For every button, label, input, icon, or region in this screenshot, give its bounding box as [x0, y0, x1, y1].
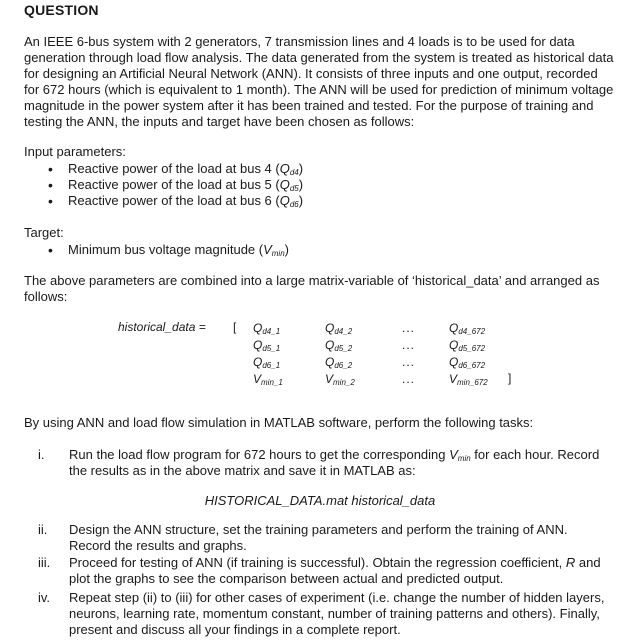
- matrix-cell: $V_{min\_2}$: [325, 372, 355, 387]
- task-text: Proceed for testing of ANN (if training is successful). Obtain the regression coefficient, R and plot the graphs to see the comparison between actual and predicted output.: [69, 555, 601, 586]
- historical-data-matrix: [0, 318, 640, 388]
- target-label: Target:: [24, 225, 64, 240]
- matrix-open-bracket: [: [233, 320, 237, 334]
- matrix-cell: $Q_{d5\_1}$: [253, 338, 281, 353]
- task-text: Repeat step (ii) to (iii) for other cases of experiment (i.e. change the number of hidden layers, neurons, learning rate, momentum constant, number of training patterns and others). Finally, present and discuss all your findings in a complete report.: [69, 590, 605, 637]
- matrix-cell: $V_{min\_672}$: [449, 372, 488, 387]
- matrix-cell: $Q_{d4\_1}$: [253, 321, 281, 336]
- intro-paragraph: An IEEE 6-bus system with 2 generators, 7 transmission lines and 4 loads is to be used for data generation through load flow analysis. The data generated from the system is treated as historical data for designing an Artificial Neural Network (ANN). It consists of three inputs and one output, recorded for 672 hours (which is equivalent to 1 month). The ANN will be used for prediction of minimum voltage magnitude in the power system after it has been trained and tested. For the purpose of training and testing the ANN, the inputs and target have been chosen as follows:: [24, 34, 614, 129]
- matrix-cell: $Q_{d6\_1}$: [253, 355, 281, 370]
- task-number: iii.: [38, 555, 51, 570]
- task-number: iv.: [38, 590, 51, 605]
- tasks-intro: By using ANN and load flow simulation in MATLAB software, perform the following tasks:: [24, 415, 534, 430]
- arranged-paragraph: The above parameters are combined into a large matrix-variable of ‘historical_data’ and arranged as follows:: [24, 273, 600, 304]
- matrix-ellipsis: ...: [402, 355, 416, 369]
- task-number: i.: [38, 447, 45, 462]
- matrix-cell: $V_{min\_1}$: [253, 372, 283, 387]
- input-parameters-label: Input parameters:: [24, 144, 126, 159]
- matrix-cell: $Q_{d5\_672}$: [449, 338, 486, 353]
- input-parameters-list: [48, 161, 303, 209]
- task-text: Run the load flow program for 672 hours to get the corresponding $V_{min}$ for each hour. Record the results as in the above matrix and save it in MATLAB as:: [69, 447, 600, 478]
- target-item: • Minimum bus voltage magnitude $(V_{min})$: [48, 242, 289, 258]
- matrix-cell: $Q_{d5\_2}$: [325, 338, 353, 353]
- input-item: • Reactive power of the load at bus 4 $(Q_{d4})$: [48, 161, 303, 177]
- input-item: • Reactive power of the load at bus 5 $(Q_{d5})$: [48, 177, 303, 193]
- save-command: HISTORICAL_DATA.mat historical_data: [204, 493, 436, 508]
- matrix-cell: $Q_{d6\_2}$: [325, 355, 353, 370]
- task-text: Design the ANN structure, set the training parameters and perform the training of ANN. Record the results and graphs.: [69, 522, 568, 553]
- matrix-ellipsis: ...: [402, 338, 416, 352]
- matrix-cell: $Q_{d6\_672}$: [449, 355, 486, 370]
- matrix-ellipsis: ...: [402, 321, 416, 335]
- target-list: [48, 242, 289, 258]
- task-number: ii.: [38, 522, 48, 537]
- matrix-label: historical_data =: [118, 320, 206, 334]
- matrix-cell: $Q_{d4\_2}$: [325, 321, 353, 336]
- question-heading: QUESTION: [24, 2, 99, 18]
- matrix-cell: $Q_{d4\_672}$: [449, 321, 486, 336]
- matrix-close-bracket: ]: [508, 371, 512, 385]
- input-item: • Reactive power of the load at bus 6 $(Q_{d6})$: [48, 193, 303, 209]
- matrix-ellipsis: ...: [402, 372, 416, 386]
